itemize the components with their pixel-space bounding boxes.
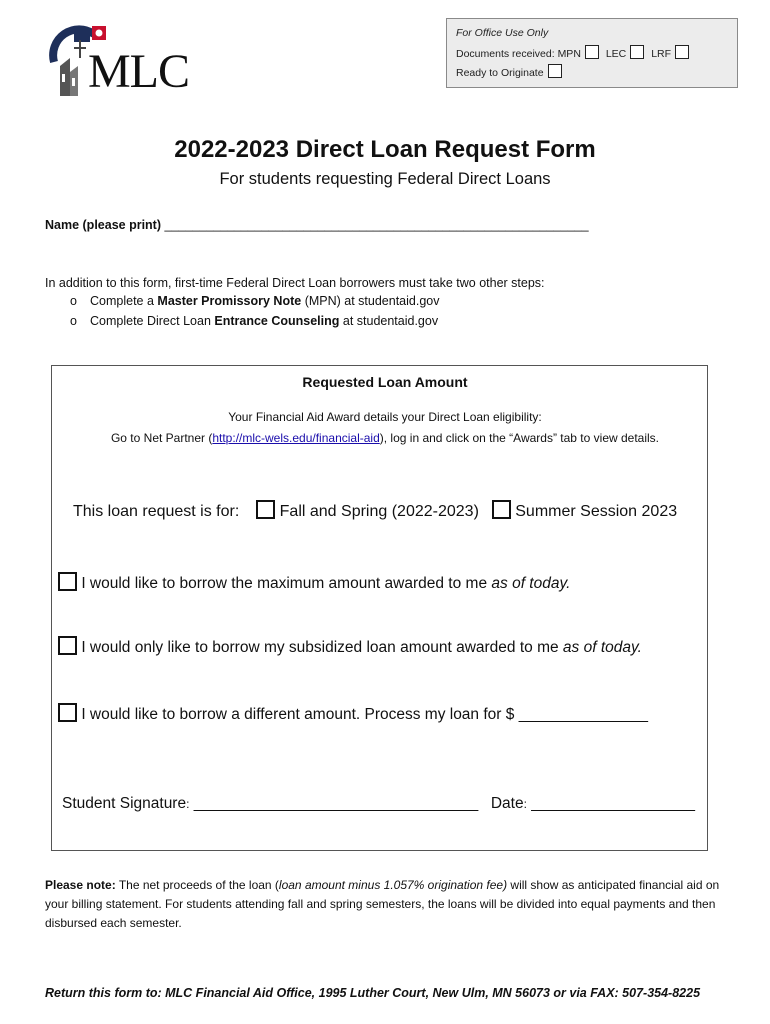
- summer-label: Summer Session 2023: [515, 503, 678, 520]
- different-amount-checkbox[interactable]: [58, 703, 77, 722]
- page-title: 2022-2023 Direct Loan Request Form: [174, 136, 596, 163]
- option-max-row: I would like to borrow the maximum amount awarded to me as of today.: [58, 572, 570, 593]
- name-field[interactable]: _____________________________________________________________: [164, 218, 589, 232]
- ready-checkbox[interactable]: [548, 64, 562, 78]
- summer-checkbox[interactable]: [492, 500, 511, 519]
- ready-row: [456, 64, 566, 79]
- amount-field[interactable]: _______________: [518, 706, 648, 723]
- name-row: [45, 218, 589, 232]
- date-label: Date: [490, 795, 524, 812]
- fall-spring-checkbox[interactable]: [256, 500, 275, 519]
- intro-text: In addition to this form, first-time Federal Direct Loan borrowers must take two other steps:: [45, 276, 545, 290]
- please-note: Please note: The net proceeds of the loan (loan amount minus 1.057% origination fee) will show as anticipated financial aid on your billing statement. For students attending fall and spring semesters, the loans will be divided into equal payments and then disbursed each semester.: [45, 878, 720, 930]
- ready-label: Ready to Originate: [456, 67, 544, 79]
- period-row: [73, 500, 677, 521]
- mpn-label: MPN: [557, 48, 581, 60]
- note-label: Please note:: [45, 878, 116, 892]
- bullet-marker: o: [70, 294, 77, 308]
- office-use-box: [446, 18, 738, 88]
- lrf-label: LRF: [651, 48, 672, 60]
- net-partner-text: Go to Net Partner (http://mlc-wels.edu/financial-aid), log in and click on the “Awards” tab to view details.: [110, 431, 660, 445]
- list-item: o Complete Direct Loan Entrance Counseling at studentaid.gov: [70, 314, 439, 328]
- signature-row: Student Signature: _________________________________ Date: ___________________: [62, 795, 696, 812]
- return-instructions: Return this form to: MLC Financial Aid Office, 1995 Luther Court, New Ulm, MN 56073 or via FAX: 507-354-8225: [45, 986, 701, 1000]
- documents-received-row: [456, 45, 693, 60]
- financial-aid-link[interactable]: http://mlc-wels.edu/financial-aid: [212, 431, 380, 445]
- lec-checkbox[interactable]: [630, 45, 644, 59]
- documents-label: Documents received:: [456, 48, 555, 60]
- option-different-row: I would like to borrow a different amount. Process my loan for $ _______________: [58, 703, 648, 724]
- lrf-checkbox[interactable]: [675, 45, 689, 59]
- office-heading: For Office Use Only: [456, 27, 549, 39]
- award-details-text: Your Financial Aid Award details your Direct Loan eligibility:: [228, 410, 542, 424]
- lec-label: LEC: [605, 48, 627, 60]
- logo-text: MLC: [88, 45, 190, 98]
- page-subtitle: For students requesting Federal Direct Loans: [219, 170, 551, 188]
- option-subsidized-row: I would only like to borrow my subsidized loan amount awarded to me as of today.: [58, 636, 642, 657]
- date-field[interactable]: ___________________: [531, 795, 696, 812]
- bullet-marker: o: [70, 314, 77, 328]
- signature-field[interactable]: _________________________________: [193, 795, 479, 812]
- fall-spring-label: Fall and Spring (2022-2023): [279, 503, 479, 520]
- max-amount-checkbox[interactable]: [58, 572, 77, 591]
- list-item: o Complete a Master Promissory Note (MPN) at studentaid.gov: [70, 294, 440, 308]
- subsidized-checkbox[interactable]: [58, 636, 77, 655]
- name-label: Name (please print): [45, 218, 162, 232]
- mpn-checkbox[interactable]: [585, 45, 599, 59]
- period-label: This loan request is for:: [73, 503, 240, 520]
- requested-title: Requested Loan Amount: [302, 374, 468, 390]
- signature-label: Student Signature: [62, 795, 187, 812]
- mlc-logo: [48, 22, 188, 96]
